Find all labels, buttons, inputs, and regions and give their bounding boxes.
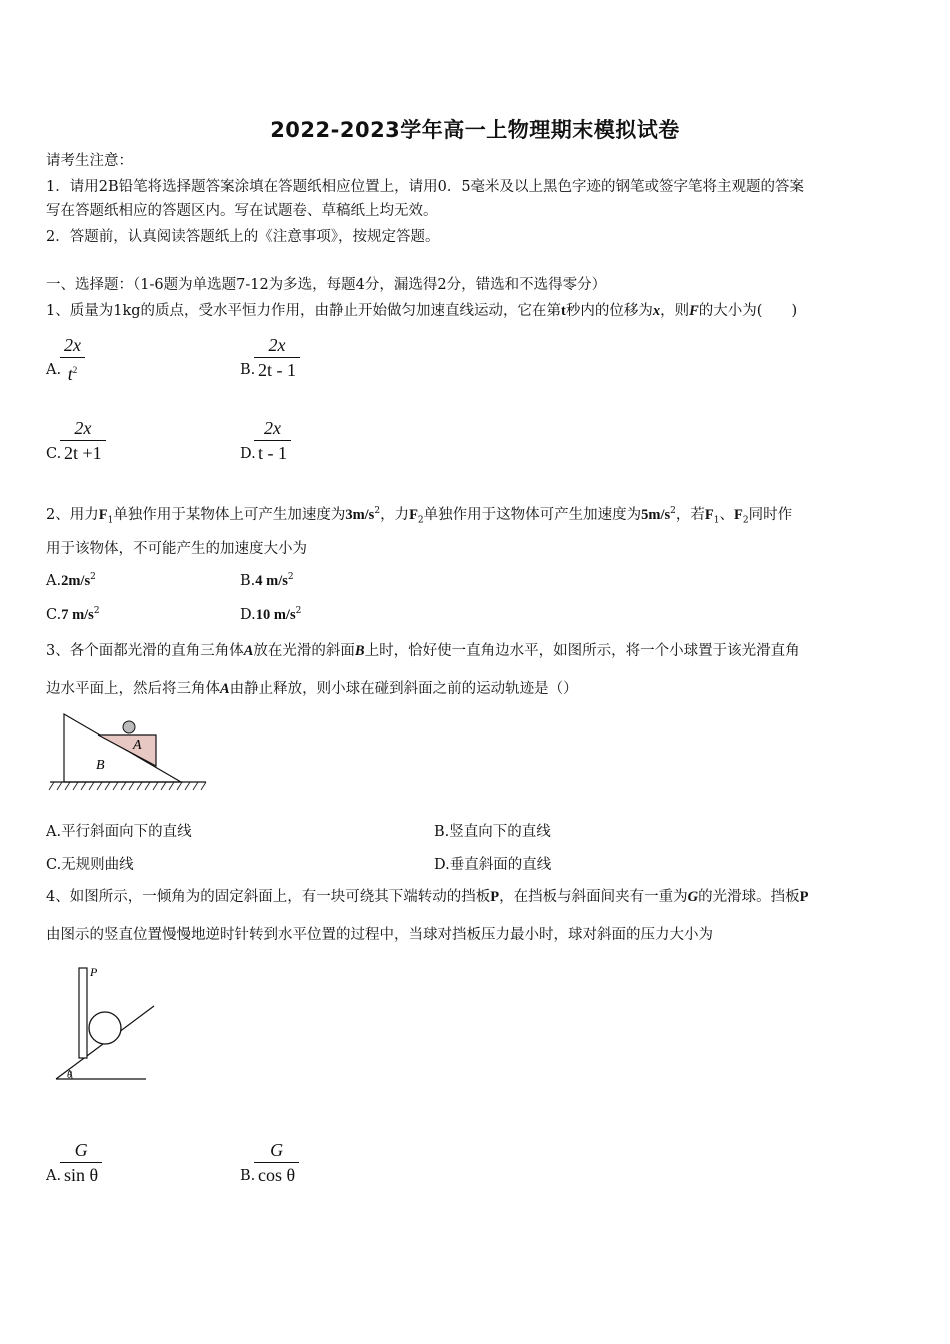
question-2-stem: 2、用力$F_1$单独作用于某物体上可产生加速度为$3m/s^2$，力$F_2$单独作用于这物体可产生加速度为$5m/s^2$，若$F_1$、$F_2$同时作 (46, 506, 793, 526)
question-3-stem: 3、各个面都光滑的直角三角体A放在光滑的斜面B上时，恰好使一直角边水平，如图所示，将一个小球置于该光滑直角 (46, 643, 800, 659)
notice-heading: 请考生注意： (46, 153, 133, 169)
ball (89, 1012, 121, 1044)
q2-option-c: C.7 $m/s^2$ (46, 606, 100, 623)
fig-label-a: A (133, 738, 142, 753)
question-2-line-2: 用于该物体，不可能产生的加速度大小为 (46, 541, 307, 557)
q1-option-c-label: C. (46, 446, 62, 462)
q2-option-b: B.4 $m/s^2$ (240, 572, 294, 589)
question-4-stem: 4、如图所示，一倾角为的固定斜面上，有一块可绕其下端转动的挡板P，在挡板与斜面间夹有一重为G的光滑球。挡板P (46, 889, 809, 905)
q3-option-a: A.平行斜面向下的直线 (46, 824, 192, 840)
q1-option-b-label: B. (240, 362, 256, 378)
fig-label-theta: θ (67, 1070, 72, 1081)
q3-figure (46, 710, 211, 800)
q1-option-d-label: D. (240, 446, 256, 462)
q1-option-b-fraction: $\frac{2x}{2t - 1}$ (254, 333, 300, 382)
q4-option-b-label: B. (240, 1168, 256, 1184)
q4-option-a-label: A. (46, 1168, 62, 1184)
q4-option-a-fraction: $\frac{G}{\text{sin θ}}$ (60, 1138, 102, 1187)
ball (123, 721, 135, 733)
fig-label-b: B (96, 758, 105, 773)
notice-line-2: 写在答题纸相应的答题区内。写在试题卷、草稿纸上均无效。 (46, 203, 438, 219)
q1-option-d-fraction: $\frac{2x}{t - 1}$ (254, 416, 291, 465)
ground-hatching (49, 782, 206, 790)
q2-option-d: D.10 $m/s^2$ (240, 606, 302, 623)
q2-option-a: $A.2m/s^2$ (46, 572, 96, 589)
q4-option-b-fraction: $\frac{G}{\text{cos θ}}$ (254, 1138, 299, 1187)
baffle-p (79, 968, 87, 1058)
q3-option-b: B.竖直向下的直线 (434, 824, 551, 840)
q1-option-a-label: A. (46, 362, 62, 378)
page-title: 2022-2023学年高一上物理期末模拟试卷 (270, 118, 680, 142)
fig-label-p: P (90, 965, 98, 979)
question-4-line-2: 由图示的竖直位置慢慢地逆时针转到水平位置的过程中，当球对挡板压力最小时，球对斜面的压力大小为 (46, 927, 713, 943)
notice-line-3: 2．答题前，认真阅读答题纸上的《注意事项》，按规定答题。 (46, 229, 440, 245)
q1-option-a-fraction: $\frac{2x}{t^2}$ (60, 333, 85, 386)
question-1-stem: 1、质量为1kg的质点，受水平恒力作用，由静止开始做匀加速直线运动，它在第t秒内的位移为x，则F的大小为( ) (46, 303, 798, 319)
section-heading: 一、选择题：（1-6题为单选题7-12为多选，每题4分，漏选得2分，错选和不选得零分） (46, 277, 607, 293)
q4-figure (46, 962, 176, 1088)
q3-option-d: D.垂直斜面的直线 (434, 857, 552, 873)
notice-line-1: 1．请用2B铅笔将选择题答案涂填在答题纸相应位置上，请用0．5毫米及以上黑色字迹的钢笔或签字笔将主观题的答案 (46, 179, 805, 195)
q3-option-c: C.无规则曲线 (46, 857, 134, 873)
q1-option-c-fraction: $\frac{2x}{2t +1}$ (60, 416, 106, 465)
question-3-line-2: 边水平面上，然后将三角体A由静止释放，则小球在碰到斜面之前的运动轨迹是（） (46, 681, 578, 697)
